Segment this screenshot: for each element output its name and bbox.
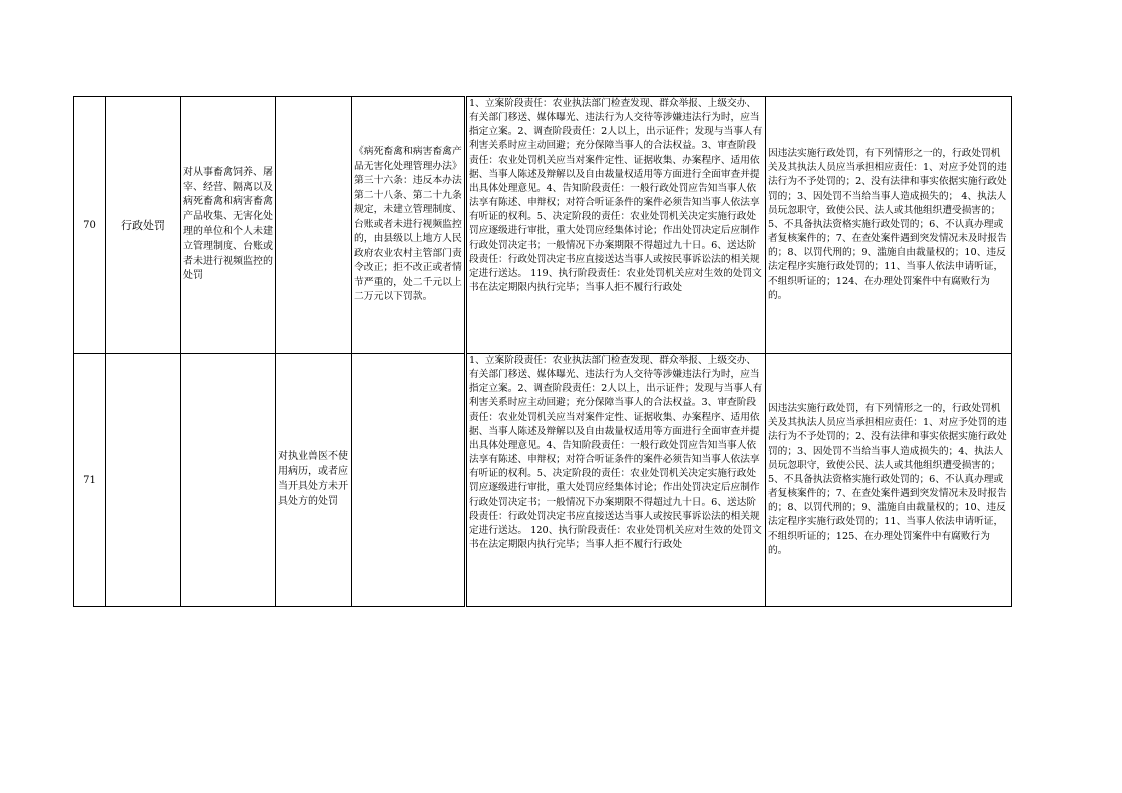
table-row <box>74 97 1012 354</box>
power-category: 行政处罚 <box>106 97 181 354</box>
row-number: 71 <box>74 354 106 607</box>
responsibility-cell <box>466 354 766 607</box>
responsibility-cell <box>466 97 766 354</box>
power-item-name <box>181 354 276 607</box>
power-list-table <box>73 96 1012 607</box>
legal-basis: 《病死畜禽和病害畜禽产品无害化处理管理办法》第三十六条：违反本办法第二十八条、第二十九条规定，未建立管理制度、台账或者未进行视频监控的，由县级以上地方人民政府农业农村主管部门责令改正；拒不改正或者情节严重的，处二千元以上二万元以下罚款。 <box>352 97 466 354</box>
row-number: 70 <box>74 97 106 354</box>
legal-basis <box>352 354 466 607</box>
accountability-cell: 因违法实施行政处罚，有下列情形之一的，行政处罚机关及其执法人员应当承担相应责任：1、对应予处罚的违法行为不予处罚的；2、没有法律和事实依据实施行政处罚的；3、因处罚不当给当事人造成损失的； 4、执法人员玩忽职守，致使公民、法人或其他组织遭受损害的；5、不具备执法资格实施行政处罚的；6、不认真办理或者复核案件的；7、在查处案件遇到突发情况未及时报告的；8、以罚代刑的；9、滥施自由裁量权的；10、违反法定程序实施行政处罚的；11、当事人依法申请听证，不组织听证的；124、在办理处罚案件中有腐败行为的。 <box>766 97 1012 354</box>
power-category <box>106 354 181 607</box>
sheet <box>73 96 1012 607</box>
power-item-name: 对从事畜禽饲养、屠宰、经营、隔离以及病死畜禽和病害畜禽产品收集、无害化处理的单位和个人未建立管理制度、台账或者未进行视频监控的处罚 <box>181 97 276 354</box>
accountability-cell: 因违法实施行政处罚，有下列情形之一的，行政处罚机关及其执法人员应当承担相应责任：1、对应予处罚的违法行为不予处罚的；2、没有法律和事实依据实施行政处罚的；3、因处罚不当给当事人造成损失的；4、执法人员玩忽职守，致使公民、法人或其他组织遭受损害的；5、不具备执法资格实施行政处罚的；6、不认真办理或者复核案件的；7、在查处案件遇到突发情况未及时报告的；8、以罚代刑的；9、滥施自由裁量权的；10、违反法定程序实施行政处罚的；11、当事人依法申请听证，不组织听证的；125、在办理处罚案件中有腐败行为的。 <box>766 354 1012 607</box>
power-sub-item <box>276 97 352 354</box>
responsibility-text: 1、立案阶段责任：农业执法部门检查发现、群众举报、上级交办、有关部门移送、媒体曝光、违法行为人交待等涉嫌违法行为时，应当指定立案。2、调查阶段责任：2人以上，出示证件；发现与当事人有利害关系时应主动回避；充分保障当事人的合法权益。3、审查阶段责任：农业处罚机关应当对案件定性、证据收集、办案程序、适用依据、当事人陈述及辩解以及自由裁量权适用等方面进行全面审查并提出具体处理意见。4、告知阶段责任：一般行政处罚应告知当事人依法享有陈述、申辩权；对符合听证条件的案件必须告知当事人依法享有听证的权利。5、决定阶段的责任：农业处罚机关决定实施行政处罚应逐级进行审批，重大处罚应经集体讨论；作出处罚决定后应制作行政处罚决定书；一般情况下办案期限不得超过九十日。6、送达阶段责任：行政处罚决定书应直接送达当事人或按民事诉讼法的相关规定进行送达。 119、执行阶段责任：农业处罚机关应对生效的处罚文书在法定期限内执行完毕；当事人拒不履行行政处 <box>469 98 763 294</box>
power-sub-item: 对执业兽医不使用病历，或者应当开具处方未开具处方的处罚 <box>276 354 352 607</box>
table-row <box>74 354 1012 607</box>
responsibility-text: 1、立案阶段责任：农业执法部门检查发现、群众举报、上级交办、有关部门移送、媒体曝光、违法行为人交待等涉嫌违法行为时，应当指定立案。2、调查阶段责任：2人以上，出示证件；发现与当事人有利害关系时应主动回避；充分保障当事人的合法权益。3、审查阶段责任：农业处罚机关应当对案件定性、证据收集、办案程序、适用依据、当事人陈述及辩解以及自由裁量权适用等方面进行全面审查并提出具体处理意见。4、告知阶段责任：一般行政处罚应告知当事人依法享有陈述、申辩权；对符合听证条件的案件必须告知当事人依法享有听证的权利。5、决定阶段的责任：农业处罚机关决定实施行政处罚应逐级进行审批，重大处罚应经集体讨论；作出处罚决定后应制作行政处罚决定书；一般情况下办案期限不得超过九十日。6、送达阶段责任：行政处罚决定书应直接送达当事人或按民事诉讼法的相关规定进行送达。 120、执行阶段责任：农业处罚机关应对生效的处罚文书在法定期限内执行完毕；当事人拒不履行行政处 <box>469 355 763 551</box>
